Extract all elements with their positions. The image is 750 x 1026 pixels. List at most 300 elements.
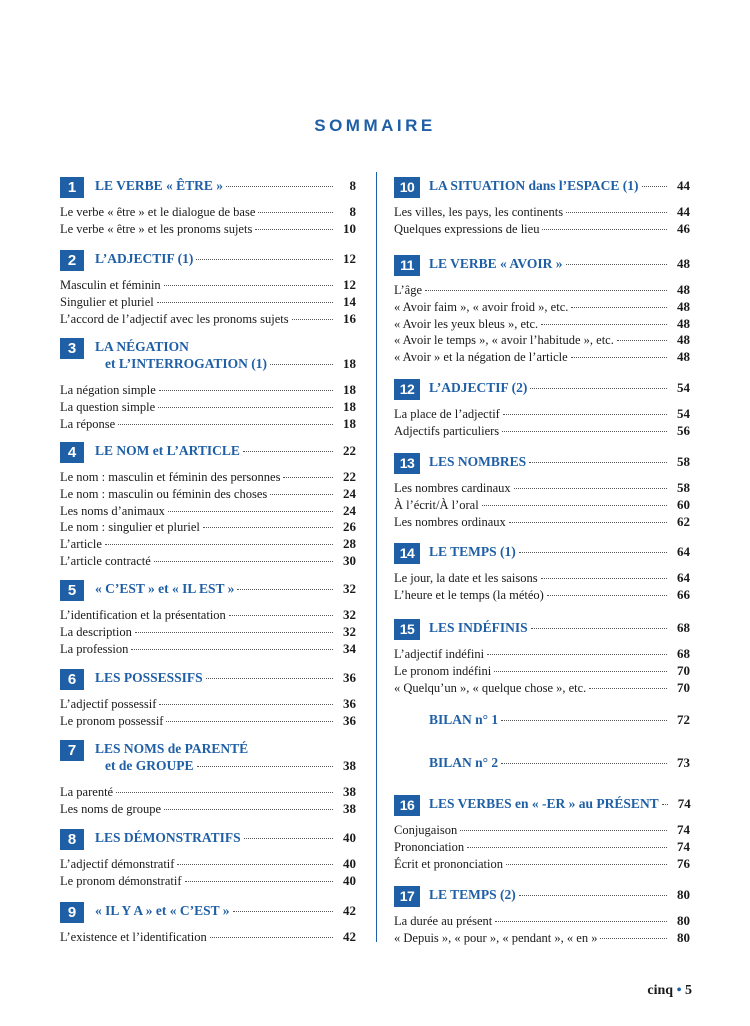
entry-text: L’heure et le temps (la météo) <box>394 587 544 602</box>
entry-page-number: 28 <box>343 536 356 552</box>
toc-entry[interactable] <box>60 536 356 553</box>
chapter-heading[interactable] <box>60 829 356 850</box>
leader-dots <box>642 186 667 187</box>
chapter-number: 16 <box>394 795 420 816</box>
toc-entry[interactable] <box>60 294 356 311</box>
chapter-title-text: et de GROUPE <box>105 758 194 773</box>
chapter-title <box>95 250 356 267</box>
leader-dots <box>566 212 667 213</box>
leader-dots <box>116 792 333 793</box>
entry-text: La question simple <box>60 399 156 414</box>
leader-dots <box>566 264 667 265</box>
entry-page-number: 74 <box>677 838 690 854</box>
toc-entry[interactable] <box>60 641 356 658</box>
chapter-number: 17 <box>394 886 420 907</box>
chapter <box>394 543 690 602</box>
chapter-number: 2 <box>60 250 84 271</box>
chapter-title <box>429 886 690 903</box>
chapter-items <box>394 822 690 872</box>
chapter-title-line <box>429 543 690 560</box>
toc-entry[interactable] <box>60 416 356 433</box>
toc-entry[interactable] <box>394 349 690 366</box>
leader-dots <box>501 720 667 721</box>
toc-entry[interactable] <box>394 839 690 856</box>
toc-entry[interactable] <box>60 399 356 416</box>
leader-dots <box>589 688 667 689</box>
chapter-title-line <box>429 255 690 272</box>
chapter-items <box>394 913 690 947</box>
chapter-heading[interactable] <box>394 543 690 564</box>
entry-text: Le pronom indéfini <box>394 663 492 678</box>
leader-dots <box>237 589 333 590</box>
chapter-title-text: LES VERBES en « -ER » au PRÉSENT <box>429 796 659 811</box>
entry-text: « Avoir le temps », « avoir l’habitude », etc. <box>394 333 614 348</box>
chapter <box>394 379 690 438</box>
toc-entry[interactable] <box>394 514 690 531</box>
entry-text: Le pronom démonstratif <box>60 873 182 888</box>
bilan-page-number: 73 <box>677 755 690 770</box>
chapter-heading[interactable] <box>394 379 690 400</box>
chapter-page-number: 68 <box>677 620 690 635</box>
entry-page-number: 76 <box>677 855 690 871</box>
chapter <box>60 902 356 944</box>
entry-page-number: 32 <box>343 623 356 639</box>
chapter-title <box>95 177 356 194</box>
chapter <box>394 619 690 695</box>
chapter-title <box>429 255 690 272</box>
chapter-title-text: LES NOMBRES <box>429 454 527 469</box>
entry-page-number: 18 <box>343 415 356 431</box>
toc-entry[interactable] <box>394 480 690 497</box>
toc-entry[interactable] <box>394 221 690 238</box>
chapter-page-number: 22 <box>343 443 356 458</box>
toc-entry[interactable] <box>60 696 356 713</box>
leader-dots <box>158 407 333 408</box>
toc-entry[interactable] <box>394 587 690 604</box>
chapter-number: 4 <box>60 442 84 463</box>
toc-entry[interactable] <box>394 570 690 587</box>
toc-entry[interactable] <box>394 406 690 423</box>
chapter-page-number: 48 <box>677 256 690 271</box>
leader-dots <box>159 390 333 391</box>
chapter-title-line <box>95 177 356 194</box>
leader-dots <box>547 595 667 596</box>
chapter-items <box>394 204 690 238</box>
leader-dots <box>177 864 333 865</box>
leader-dots <box>571 357 667 358</box>
chapter-items <box>60 929 356 946</box>
leader-dots <box>197 766 334 767</box>
chapter-title-line <box>429 177 690 194</box>
leader-dots <box>571 307 667 308</box>
footer-bullet: • <box>676 983 682 998</box>
leader-dots <box>662 804 668 805</box>
entry-text: L’âge <box>394 283 422 297</box>
leader-dots <box>542 229 667 230</box>
chapter-number: 8 <box>60 829 84 850</box>
toc-entry[interactable] <box>60 624 356 641</box>
toc-entry[interactable] <box>60 713 356 730</box>
toc-entry[interactable] <box>394 282 690 299</box>
chapter-heading[interactable] <box>394 886 690 907</box>
chapter <box>394 886 690 945</box>
chapter-page-number: 18 <box>343 356 356 371</box>
leader-dots <box>233 911 333 912</box>
leader-dots <box>154 561 333 562</box>
entry-page-number: 66 <box>677 586 690 602</box>
chapter-heading[interactable] <box>60 442 356 463</box>
chapter-number: 12 <box>394 379 420 400</box>
entry-text: La réponse <box>60 416 116 431</box>
chapter-heading[interactable] <box>60 902 356 923</box>
chapter <box>394 177 690 236</box>
chapter-heading[interactable] <box>60 740 356 773</box>
chapter-heading[interactable] <box>60 338 356 371</box>
toc-entry[interactable] <box>394 497 690 514</box>
leader-dots <box>243 451 333 452</box>
leader-dots <box>514 488 667 489</box>
chapter-title-line <box>95 740 356 757</box>
chapter-heading[interactable] <box>394 177 690 198</box>
entry-page-number: 26 <box>343 519 356 535</box>
entry-page-number: 80 <box>677 929 690 945</box>
entry-page-number: 70 <box>677 662 690 678</box>
entry-text: Quelques expressions de lieu <box>394 221 540 236</box>
chapter-title-text: LE TEMPS (2) <box>429 887 516 902</box>
entry-page-number: 8 <box>349 204 356 219</box>
chapter-title-line <box>95 355 356 372</box>
toc-entry[interactable] <box>60 221 356 238</box>
bilan-entry[interactable] <box>429 712 690 728</box>
toc-entry[interactable] <box>60 784 356 801</box>
toc-entry[interactable] <box>394 930 690 947</box>
chapter-title <box>429 379 690 396</box>
chapter-title-text: « IL Y A » et « C’EST » <box>95 903 230 918</box>
chapter-page-number: 8 <box>349 178 356 193</box>
entry-page-number: 10 <box>343 220 356 236</box>
chapter-title-line <box>95 669 356 686</box>
chapter-number: 7 <box>60 740 84 761</box>
leader-dots <box>482 505 667 506</box>
entry-text: L’article contracté <box>60 553 151 568</box>
entry-page-number: 38 <box>343 800 356 816</box>
leader-dots <box>460 830 667 831</box>
toc-entry[interactable] <box>60 311 356 328</box>
toc-entry[interactable] <box>394 913 690 930</box>
chapter-title-line <box>429 886 690 903</box>
toc-entry[interactable] <box>394 299 690 316</box>
leader-dots <box>210 937 333 938</box>
entry-text: Le nom : masculin et féminin des personnes <box>60 470 281 484</box>
toc-entry[interactable] <box>394 423 690 440</box>
toc-entry[interactable] <box>60 929 356 946</box>
chapter-title-text: LES DÉMONSTRATIFS <box>95 830 241 845</box>
leader-dots <box>292 319 333 320</box>
toc-entry[interactable] <box>60 519 356 536</box>
leader-dots <box>531 628 667 629</box>
entry-page-number: 58 <box>677 480 690 495</box>
entry-text: La durée au présent <box>394 914 493 928</box>
bilan-entry[interactable] <box>429 755 690 771</box>
leader-dots <box>425 290 667 291</box>
entry-text: Masculin et féminin <box>60 278 161 292</box>
entry-page-number: 80 <box>677 913 690 928</box>
chapter-number: 3 <box>60 338 84 359</box>
entry-page-number: 32 <box>343 607 356 622</box>
chapter-title-text: LE TEMPS (1) <box>429 544 516 559</box>
entry-page-number: 36 <box>343 696 356 711</box>
chapter-title-line <box>429 379 690 396</box>
leader-dots <box>203 527 333 528</box>
leader-dots <box>467 847 667 848</box>
toc-entry[interactable] <box>60 553 356 570</box>
chapter-items <box>394 646 690 696</box>
chapter-page-number: 36 <box>343 670 356 685</box>
entry-text: L’adjectif démonstratif <box>60 857 175 871</box>
chapter <box>60 740 356 816</box>
toc-entry[interactable] <box>60 503 356 520</box>
chapter-title-line <box>95 757 356 774</box>
toc-entry[interactable] <box>60 469 356 486</box>
leader-dots <box>501 763 667 764</box>
chapter-items <box>394 406 690 440</box>
toc-entry[interactable] <box>394 663 690 680</box>
leader-dots <box>196 259 333 260</box>
chapter-number: 10 <box>394 177 420 198</box>
entry-page-number: 44 <box>677 204 690 219</box>
leader-dots <box>157 302 333 303</box>
leader-dots <box>617 340 667 341</box>
entry-text: L’accord de l’adjectif avec les pronoms sujets <box>60 311 289 326</box>
leader-dots <box>168 511 333 512</box>
entry-page-number: 48 <box>677 282 690 297</box>
chapter-page-number: 80 <box>677 887 690 902</box>
toc-entry[interactable] <box>60 204 356 221</box>
chapter-items <box>60 856 356 890</box>
leader-dots <box>529 462 667 463</box>
bilan-page-number: 72 <box>677 712 690 727</box>
chapter-page-number: 38 <box>343 758 356 773</box>
chapter-number: 1 <box>60 177 84 198</box>
leader-dots <box>519 895 667 896</box>
leader-dots <box>164 809 333 810</box>
chapter-title <box>95 669 356 686</box>
bilan-label: BILAN n° 2 <box>429 755 499 770</box>
entry-text: L’existence et l’identification <box>60 930 207 944</box>
entry-page-number: 16 <box>343 310 356 326</box>
entry-text: « Depuis », « pour », « pendant », « en » <box>394 930 598 945</box>
entry-page-number: 30 <box>343 552 356 568</box>
toc-entry[interactable] <box>394 856 690 873</box>
chapter <box>60 669 356 728</box>
entry-page-number: 14 <box>343 293 356 309</box>
chapter-number: 11 <box>394 255 420 276</box>
chapter-heading[interactable] <box>60 580 356 601</box>
chapter-title-text: LES INDÉFINIS <box>429 620 528 635</box>
entry-text: L’adjectif indéfini <box>394 647 485 661</box>
chapter-items <box>394 282 690 366</box>
entry-text: « Avoir faim », « avoir froid », etc. <box>394 299 569 314</box>
toc-entry[interactable] <box>60 277 356 294</box>
chapter-title-line <box>429 453 690 470</box>
entry-text: La profession <box>60 641 129 656</box>
chapter-title-line <box>95 442 356 459</box>
chapter-heading[interactable] <box>394 255 690 276</box>
entry-page-number: 64 <box>677 570 690 585</box>
chapter-title-text: et L’INTERROGATION (1) <box>105 356 268 371</box>
leader-dots <box>131 649 333 650</box>
chapter-heading[interactable] <box>394 619 690 640</box>
entry-page-number: 24 <box>343 502 356 518</box>
chapter-heading[interactable] <box>60 669 356 690</box>
entry-page-number: 60 <box>677 496 690 512</box>
chapter-page-number: 74 <box>677 796 691 811</box>
entry-page-number: 68 <box>677 646 690 661</box>
chapter-title-text: LES NOMS de PARENTÉ <box>95 741 249 756</box>
leader-dots <box>506 864 667 865</box>
chapter-title-line <box>95 902 356 919</box>
toc-entry[interactable] <box>60 873 356 890</box>
footer-word: cinq <box>647 983 674 998</box>
entry-page-number: 34 <box>343 640 356 656</box>
entry-text: Le verbe « être » et le dialogue de base <box>60 205 256 219</box>
chapter <box>60 442 356 568</box>
toc-entry[interactable] <box>394 204 690 221</box>
entry-text: Le pronom possessif <box>60 713 164 728</box>
chapter-title <box>95 442 356 459</box>
chapter-heading[interactable] <box>60 177 356 198</box>
chapter-page-number: 42 <box>343 903 356 918</box>
toc-entry[interactable] <box>394 646 690 663</box>
leader-dots <box>270 494 333 495</box>
entry-page-number: 56 <box>677 422 690 438</box>
entry-text: L’identification et la présentation <box>60 608 226 622</box>
chapter <box>60 338 356 431</box>
chapter-heading[interactable] <box>60 250 356 271</box>
chapter-number: 15 <box>394 619 420 640</box>
entry-text: « Avoir » et la négation de l’article <box>394 350 568 365</box>
entry-page-number: 40 <box>343 872 356 888</box>
leader-dots <box>258 212 333 213</box>
leader-dots <box>206 678 333 679</box>
entry-page-number: 70 <box>677 679 690 695</box>
entry-text: La parenté <box>60 785 114 799</box>
entry-page-number: 74 <box>677 822 690 837</box>
toc-entry[interactable] <box>394 316 690 333</box>
entry-page-number: 40 <box>343 856 356 871</box>
chapter-page-number: 12 <box>343 251 356 266</box>
chapter-page-number: 54 <box>677 380 690 395</box>
leader-dots <box>244 838 333 839</box>
chapter-title <box>95 829 356 846</box>
chapter-title <box>95 338 356 372</box>
chapter-title-text: LE VERBE « AVOIR » <box>429 256 563 271</box>
chapter-page-number: 58 <box>677 454 690 469</box>
chapter-items <box>60 204 356 238</box>
entry-page-number: 48 <box>677 298 690 314</box>
chapter-title-text: LE VERBE « ÊTRE » <box>95 178 224 193</box>
page-number: 5 <box>685 983 692 998</box>
entry-text: Les noms d’animaux <box>60 503 165 518</box>
chapter-number: 14 <box>394 543 420 564</box>
toc-entry[interactable] <box>394 332 690 349</box>
toc-entry[interactable] <box>60 856 356 873</box>
chapter-items <box>60 469 356 570</box>
chapter-page-number: 32 <box>343 581 356 596</box>
toc-entry[interactable] <box>394 822 690 839</box>
chapter-title-text: L’ADJECTIF (2) <box>429 380 528 395</box>
entry-page-number: 48 <box>677 349 690 365</box>
chapter-title <box>429 795 690 812</box>
leader-dots <box>135 632 333 633</box>
leader-dots <box>283 477 333 478</box>
toc-entry[interactable] <box>394 680 690 697</box>
entry-text: À l’écrit/À l’oral <box>394 497 479 512</box>
toc-entry[interactable] <box>60 801 356 818</box>
entry-page-number: 22 <box>343 469 356 484</box>
chapter-title-line <box>95 580 356 597</box>
chapter-title-line <box>429 619 690 636</box>
leader-dots <box>530 388 667 389</box>
chapter-title-text: LA NÉGATION <box>95 339 189 354</box>
entry-text: La place de l’adjectif <box>394 407 500 421</box>
entry-page-number: 48 <box>677 332 690 348</box>
entry-page-number: 18 <box>343 398 356 414</box>
page-title: SOMMAIRE <box>314 116 436 135</box>
leader-dots <box>509 522 667 523</box>
chapter-title-text: LE NOM et L’ARTICLE <box>95 443 240 458</box>
chapter-number: 9 <box>60 902 84 923</box>
leader-dots <box>159 704 333 705</box>
chapter-items <box>394 480 690 530</box>
chapter-heading[interactable] <box>394 453 690 474</box>
chapter-heading[interactable] <box>394 795 690 816</box>
toc-entry[interactable] <box>60 382 356 399</box>
leader-dots <box>519 552 667 553</box>
leader-dots <box>166 721 333 722</box>
leader-dots <box>541 578 667 579</box>
entry-text: Les nombres ordinaux <box>394 514 506 529</box>
chapter-title <box>95 902 356 919</box>
chapter-title <box>429 619 690 636</box>
chapter-title-line <box>429 795 690 812</box>
chapter-title-text: LES POSSESSIFS <box>95 670 203 685</box>
chapter <box>60 580 356 656</box>
chapter-page-number: 64 <box>677 544 690 559</box>
leader-dots <box>229 615 333 616</box>
entry-text: Adjectifs particuliers <box>394 423 500 438</box>
entry-page-number: 46 <box>677 220 690 236</box>
toc-entry[interactable] <box>60 607 356 624</box>
chapter-number: 13 <box>394 453 420 474</box>
leader-dots <box>495 921 667 922</box>
entry-text: Les villes, les pays, les continents <box>394 205 564 219</box>
leader-dots <box>503 414 667 415</box>
entry-page-number: 38 <box>343 784 356 799</box>
chapter-title-line <box>95 338 356 355</box>
toc-entry[interactable] <box>60 486 356 503</box>
chapter-title-text: L’ADJECTIF (1) <box>95 251 194 266</box>
entry-text: L’adjectif possessif <box>60 697 157 711</box>
entry-text: Le verbe « être » et les pronoms sujets <box>60 221 253 236</box>
chapter-title <box>95 580 356 597</box>
chapter-items <box>60 382 356 432</box>
chapter <box>394 255 690 365</box>
entry-page-number: 12 <box>343 277 356 292</box>
page-footer <box>647 983 692 999</box>
entry-page-number: 54 <box>677 406 690 421</box>
chapter-title <box>429 177 690 194</box>
